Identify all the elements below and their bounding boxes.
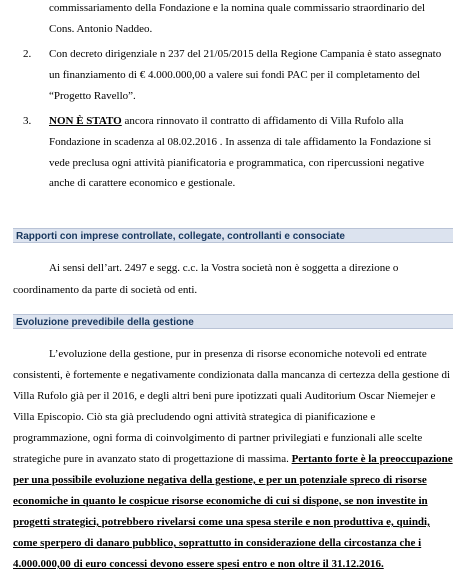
paragraph-mixed-line bbox=[13, 453, 453, 466]
list-line: commissariamento della Fondazione e la nomina quale commissario straordinario del bbox=[49, 2, 426, 14]
paragraph-line: L’evoluzione della gestione, pur in presenza di risorse economiche notevoli ed entrate bbox=[49, 348, 427, 360]
paragraph-line: consistenti, è fortemente e negativamente condizionata dalla mancanza di certezza della gestione di bbox=[13, 369, 451, 381]
list-line: anche di carattere economico e gestionale. bbox=[49, 177, 236, 189]
section-heading-evoluzione: Evoluzione prevedibile della gestione bbox=[13, 314, 453, 329]
list-number: 2. bbox=[23, 48, 32, 60]
bold-paragraph-line: per una possibile evoluzione negativa della gestione, e per un potenziale spreco di risorse bbox=[13, 474, 427, 486]
section-heading-rapporti: Rapporti con imprese controllate, collegate, controllanti e consociate bbox=[13, 228, 453, 243]
list-line: Con decreto dirigenziale n 237 del 21/05/2015 della Regione Campania è stato assegnato bbox=[49, 48, 442, 60]
paragraph-line: programmazione, ogni forma di coinvolgimento di partner privilegiati e funzionali alle scelte bbox=[13, 432, 423, 444]
paragraph-line: Villa Episcopio. Ciò sta già precludendo ogni attività strategica di pianificazione e bbox=[13, 411, 376, 423]
list-line: un finanziamento di € 4.000.000,00 a valere sui fondi PAC per il completamento del bbox=[49, 69, 421, 81]
bold-lead: NON È STATO bbox=[49, 115, 122, 127]
bold-paragraph-line: 4.000.000,00 di euro concessi devono essere spesi entro e non oltre il 31.12.2016. bbox=[13, 558, 384, 570]
paragraph-line: Villa Rufolo già per il 2016, e degli altri beni pure ipotizzati quali Auditorium Oscar Niemejer e bbox=[13, 390, 436, 402]
list-line: vede preclusa ogni attività pianificatoria e programmatica, con ripercussioni negative bbox=[49, 157, 425, 169]
bold-underlined-text: Pertanto forte è la preoccupazione bbox=[291, 453, 453, 465]
list-line: Cons. Antonio Naddeo. bbox=[49, 23, 153, 35]
list-line-rest: ancora rinnovato il contratto di affidamento di Villa Rufolo alla bbox=[121, 115, 404, 127]
paragraph-line: coordinamento da parte di società od enti. bbox=[13, 284, 198, 296]
bold-paragraph-line: come sperpero di danaro pubblico, soprattutto in considerazione della circostanza che i bbox=[13, 537, 422, 549]
list-number: 3. bbox=[23, 115, 32, 127]
list-line: Fondazione in scadenza al 08.02.2016 . In assenza di tale affidamento la Fondazione si bbox=[49, 136, 432, 148]
bold-paragraph-line: progetti strategici, potrebbero rivelarsi come una spesa sterile e non produttiva e, quindi, bbox=[13, 516, 430, 528]
list-first-line bbox=[49, 115, 404, 128]
paragraph-line: Ai sensi dell’art. 2497 e segg. c.c. la Vostra società non è soggetta a direzione o bbox=[49, 262, 399, 274]
plain-text: strategiche pure in avanzato stato di progettazione di massima. bbox=[13, 453, 292, 465]
bold-paragraph-line: economiche in quanto le cospicue risorse economiche di cui si dispone, se non investite in bbox=[13, 495, 428, 507]
list-line: “Progetto Ravello”. bbox=[49, 90, 136, 102]
